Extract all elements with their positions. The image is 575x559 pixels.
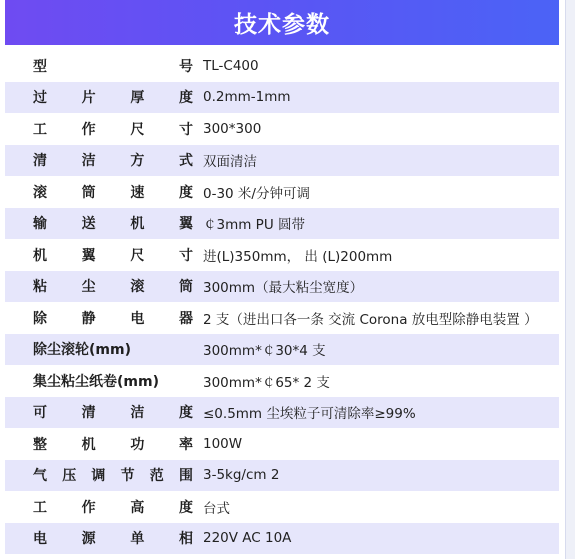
spec-label-char: 电 — [130, 310, 145, 327]
spec-row — [5, 428, 559, 460]
spec-row — [5, 334, 559, 366]
spec-row — [5, 50, 559, 82]
spec-label-char: 翼 — [178, 216, 193, 233]
spec-table — [5, 50, 559, 554]
spec-label-char: 相 — [178, 531, 193, 548]
spec-value: ￠3mm PU 圆带 — [203, 217, 305, 234]
spec-label-char: 滚 — [33, 184, 47, 201]
spec-row — [5, 176, 559, 208]
spec-label — [33, 119, 193, 139]
spec-row — [5, 523, 559, 555]
spec-label-char: 滚 — [130, 279, 145, 296]
spec-label-char: 围 — [178, 468, 193, 485]
spec-label-char: 静 — [81, 310, 96, 327]
spec-label-char: 型 — [33, 58, 47, 75]
spec-label-char: 单 — [130, 531, 145, 548]
spec-label-char: 高 — [130, 499, 145, 516]
spec-row — [5, 302, 559, 334]
spec-row — [5, 365, 559, 397]
spec-value: 220V AC 10A — [203, 530, 292, 547]
spec-row — [5, 460, 559, 492]
spec-row — [5, 113, 559, 145]
spec-label-char: 压 — [62, 468, 77, 485]
spec-label-char: 洁 — [81, 153, 96, 170]
spec-value: 2 支（进出口各一条 交流 Corona 放电型除静电装置 ） — [203, 311, 538, 328]
spec-label-char: 功 — [130, 436, 145, 453]
spec-label-char: 除 — [33, 310, 47, 327]
spec-label-char: 作 — [81, 121, 96, 138]
spec-label — [33, 402, 193, 422]
spec-label-char: 翼 — [81, 247, 96, 264]
spec-label — [33, 245, 193, 265]
spec-label-char: 尘 — [81, 279, 96, 296]
spec-label-char: 机 — [81, 436, 96, 453]
spec-label — [33, 87, 193, 107]
spec-value: 300mm*￠30*4 支 — [203, 343, 326, 360]
spec-label-char: 度 — [178, 499, 193, 516]
spec-label-char: 整 — [33, 436, 47, 453]
spec-label-char: 洁 — [130, 405, 145, 422]
spec-label — [33, 150, 193, 170]
spec-label-char: 送 — [81, 216, 96, 233]
spec-label-char: 筒 — [178, 279, 193, 296]
spec-label-char: 速 — [130, 184, 145, 201]
spec-label-text: 集尘粘尘纸卷(mm) — [33, 373, 159, 390]
spec-row — [5, 491, 559, 523]
spec-label-char: 机 — [33, 247, 47, 264]
spec-value: 台式 — [203, 500, 230, 517]
spec-label-char: 筒 — [81, 184, 96, 201]
spec-label-char: 片 — [81, 90, 96, 107]
spec-label-char: 清 — [33, 153, 47, 170]
spec-label-char: 节 — [120, 468, 135, 485]
spec-row — [5, 397, 559, 429]
spec-row — [5, 208, 559, 240]
spec-label-char: 厚 — [130, 90, 145, 107]
spec-label-char: 度 — [178, 90, 193, 107]
spec-row — [5, 145, 559, 177]
page-title: 技术参数 — [234, 12, 330, 38]
spec-label-char: 清 — [81, 405, 96, 422]
spec-label — [33, 213, 193, 233]
spec-label — [33, 465, 193, 485]
spec-label-char: 工 — [33, 121, 47, 138]
spec-label — [33, 371, 193, 391]
spec-label-char: 源 — [81, 531, 96, 548]
spec-label-char: 寸 — [178, 121, 193, 138]
spec-value: 100W — [203, 435, 243, 452]
spec-label-char: 调 — [91, 468, 106, 485]
spec-value: 进(L)350mm， 出 (L)200mm — [203, 248, 393, 265]
spec-label-char: 度 — [178, 405, 193, 422]
spec-label-char: 粘 — [33, 279, 47, 296]
spec-label-char: 过 — [33, 90, 47, 107]
spec-label-char: 方 — [130, 153, 145, 170]
spec-label-char: 输 — [33, 216, 47, 233]
spec-value: 300mm*￠65* 2 支 — [203, 374, 330, 391]
spec-label-char: 寸 — [178, 247, 193, 264]
spec-label-char: 气 — [33, 468, 47, 485]
spec-label-char: 电 — [33, 531, 47, 548]
spec-label-text: 除尘滚轮(mm) — [33, 342, 131, 359]
spec-label — [33, 276, 193, 296]
title-bar — [5, 0, 559, 45]
spec-label-char: 范 — [149, 468, 164, 485]
spec-value: 0.2mm-1mm — [203, 89, 291, 106]
spec-row — [5, 239, 559, 271]
spec-row — [5, 271, 559, 303]
spec-value: 双面清洁 — [203, 154, 257, 171]
spec-label — [33, 497, 193, 517]
spec-label-char: 可 — [33, 405, 47, 422]
spec-label-char: 式 — [178, 153, 193, 170]
spec-label-char: 率 — [178, 436, 193, 453]
spec-label-char: 号 — [179, 58, 193, 75]
spec-value: 300*300 — [203, 120, 262, 137]
spec-label-char: 尺 — [130, 247, 145, 264]
spec-label-char: 度 — [178, 184, 193, 201]
spec-value: ≤0.5mm 尘埃粒子可清除率≥99% — [203, 406, 416, 423]
scrollbar-track[interactable] — [565, 0, 575, 559]
spec-label-char: 工 — [33, 499, 47, 516]
spec-value: TL-C400 — [203, 57, 259, 74]
spec-label — [33, 308, 193, 328]
spec-label-char: 器 — [178, 310, 193, 327]
spec-label-char: 尺 — [130, 121, 145, 138]
spec-label-char: 机 — [130, 216, 145, 233]
spec-value: 300mm（最大粘尘宽度） — [203, 280, 364, 297]
spec-label — [33, 182, 193, 202]
spec-value: 3-5kg/cm 2 — [203, 467, 280, 484]
spec-label-char: 作 — [81, 499, 96, 516]
spec-label — [33, 339, 193, 359]
spec-label — [33, 56, 193, 76]
spec-label — [33, 528, 193, 548]
spec-row — [5, 82, 559, 114]
spec-label — [33, 434, 193, 454]
spec-value: 0-30 米/分钟可调 — [203, 185, 310, 202]
